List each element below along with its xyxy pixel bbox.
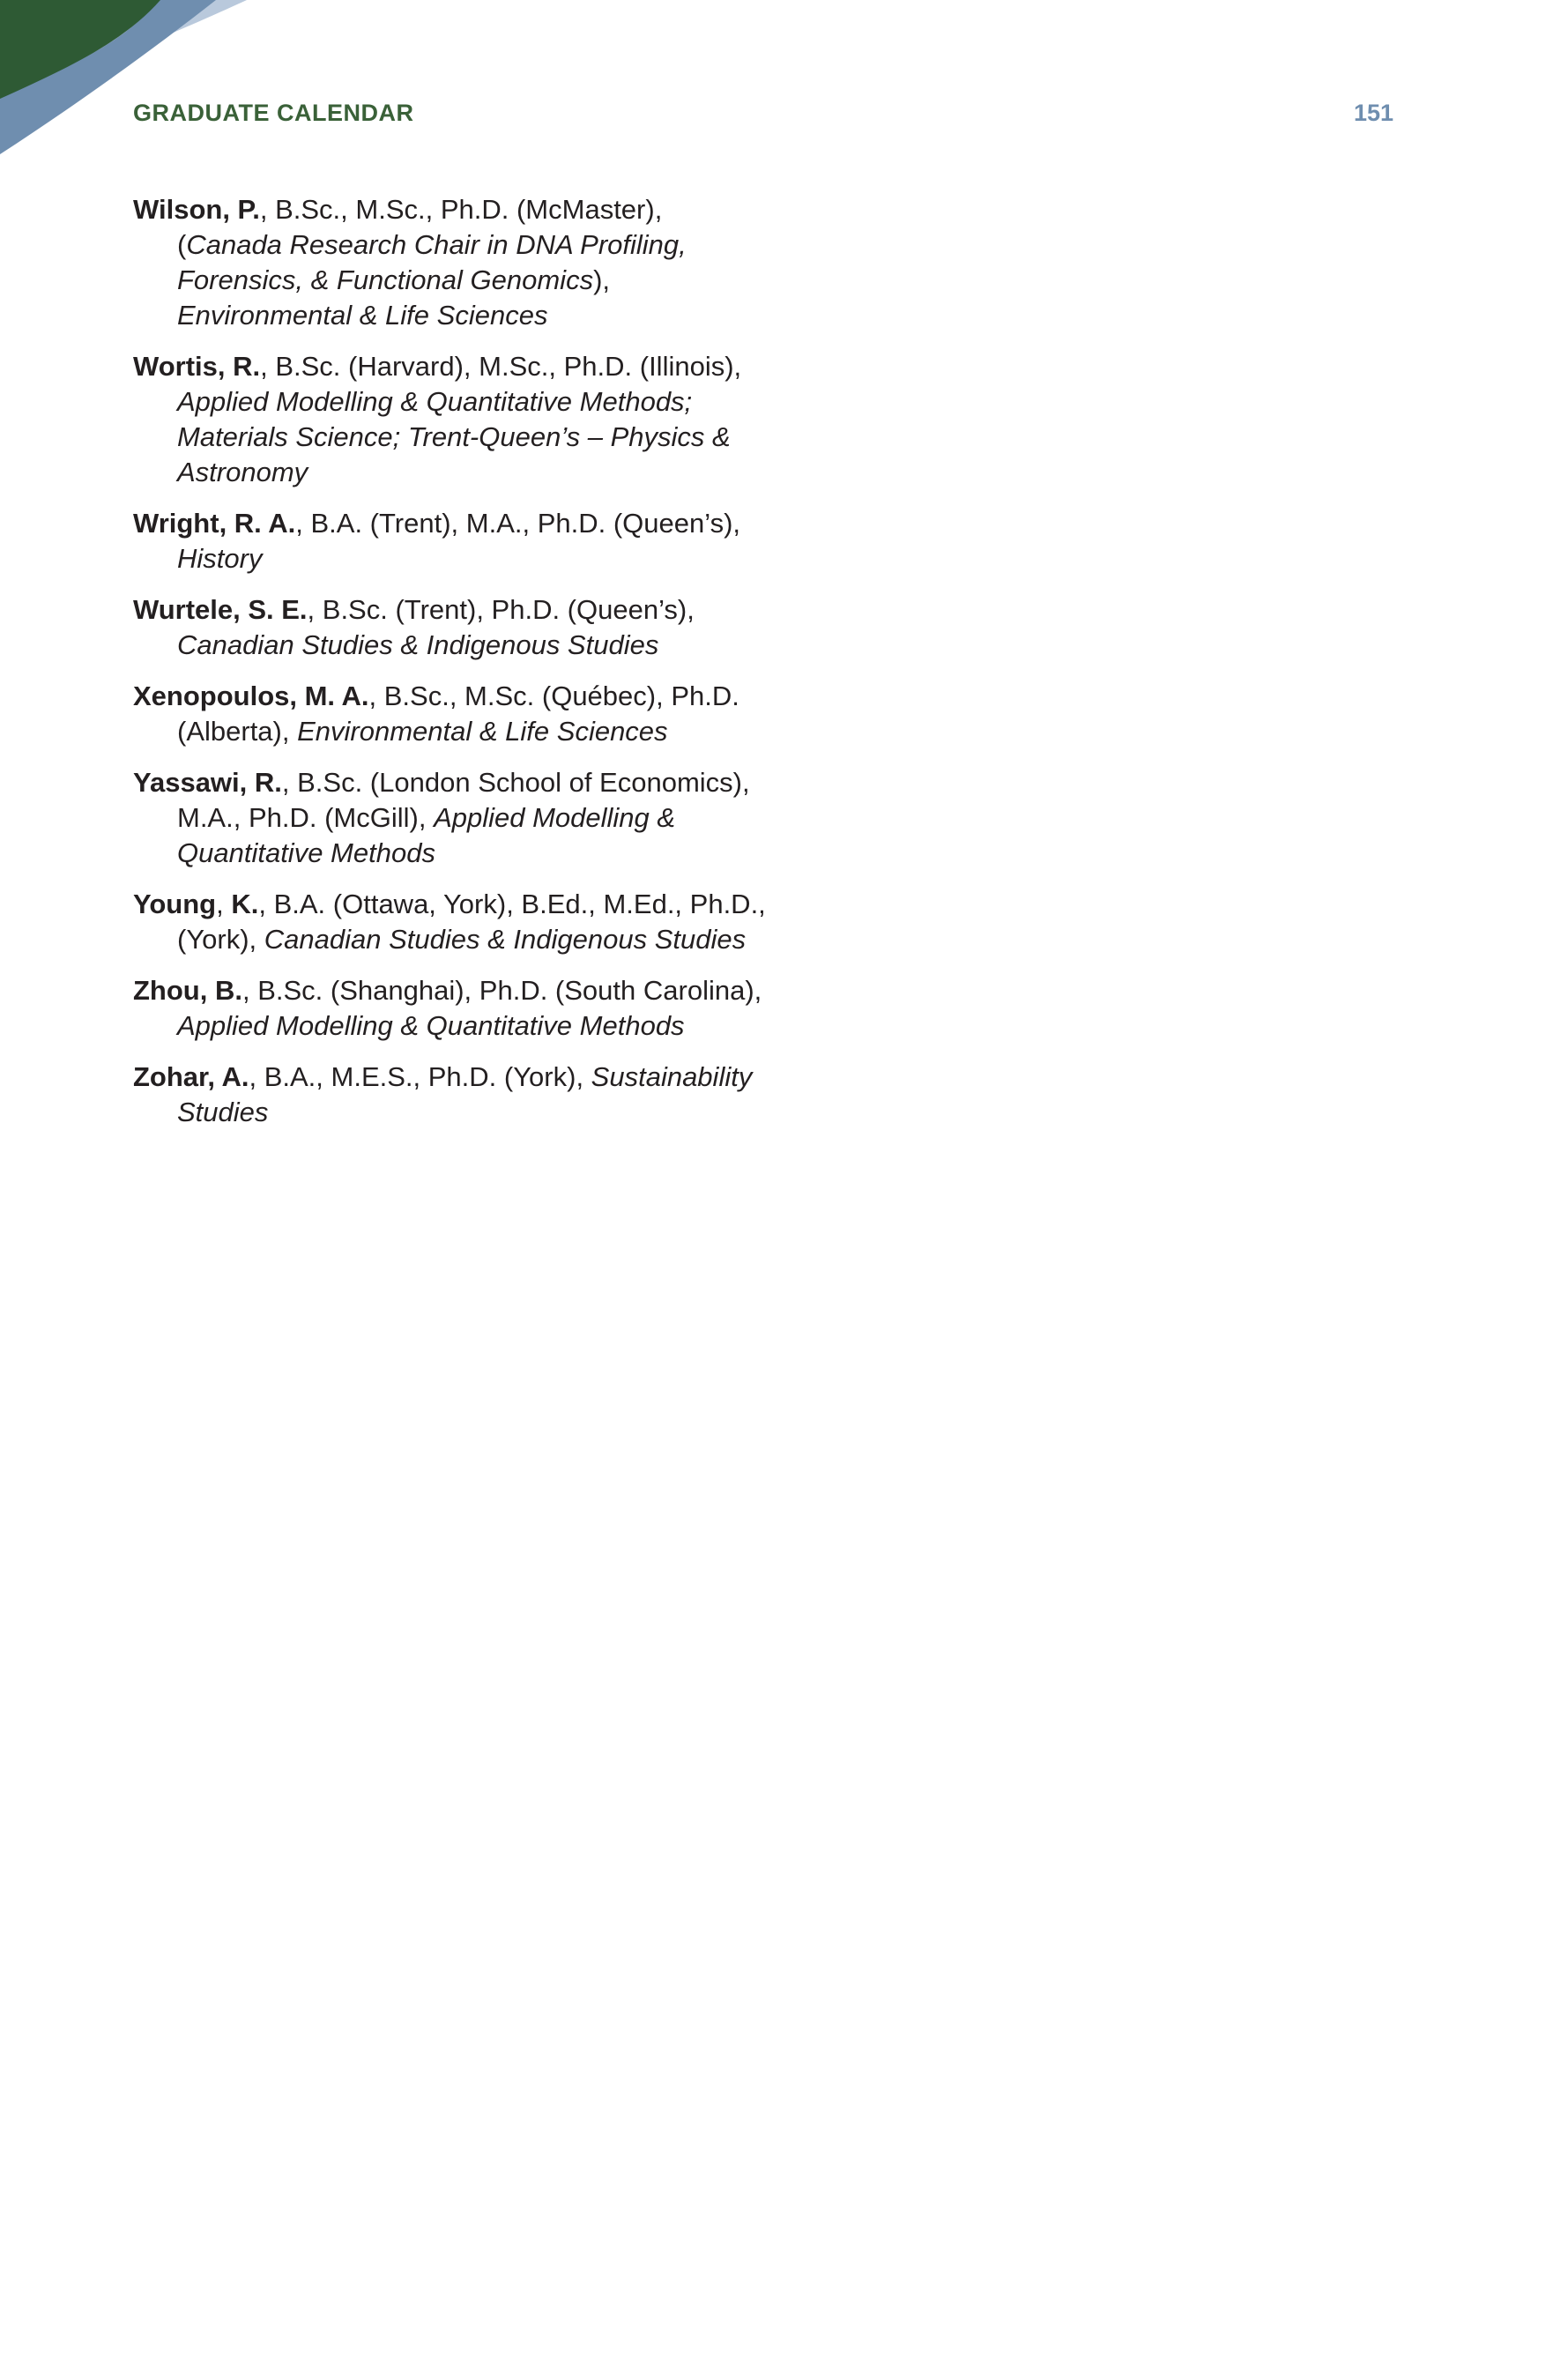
faculty-name-separator: , <box>216 889 232 919</box>
faculty-name: Wright, R. A. <box>133 508 296 539</box>
faculty-entry-xenopoulos <box>133 679 768 749</box>
faculty-department: Canadian Studies & Indigenous Studies <box>264 924 747 955</box>
faculty-name-initial: K. <box>231 889 259 919</box>
faculty-name: Yassawi, R. <box>133 767 282 798</box>
faculty-department: Canada Research Chair in DNA Profiling, Forensics, & Functional Genomics <box>177 229 687 295</box>
faculty-list <box>133 192 768 1146</box>
faculty-department: Applied Modelling & Quantitative Methods <box>177 1010 685 1041</box>
faculty-entry-yassawi <box>133 765 768 871</box>
faculty-department: Environmental & Life Sciences <box>297 716 668 747</box>
faculty-department: Applied Modelling & Quantitative Methods; Materials Science; Trent-Queen’s – Physics & Astronomy <box>177 386 731 487</box>
faculty-name: Wurtele, S. E. <box>133 594 308 625</box>
faculty-entry-wortis <box>133 349 768 490</box>
page-number: 151 <box>1354 100 1394 126</box>
corner-swoosh-graphic <box>0 0 247 167</box>
faculty-department: Sustainability Studies <box>177 1061 753 1127</box>
faculty-credentials: , B.Sc. (Trent), Ph.D. (Queen’s), <box>307 594 695 625</box>
running-head-title: GRADUATE CALENDAR <box>133 100 414 126</box>
faculty-name: Zhou, B. <box>133 975 242 1006</box>
faculty-entry-young <box>133 887 768 957</box>
faculty-credentials: , B.Sc. (Harvard), M.Sc., Ph.D. (Illinois), <box>260 351 742 382</box>
faculty-credentials: , B.A. (Trent), M.A., Ph.D. (Queen’s), <box>295 508 741 539</box>
faculty-name: Wortis, R. <box>133 351 261 382</box>
faculty-credentials: , B.Sc., M.Sc. (Québec), Ph.D. (Alberta), <box>177 681 739 747</box>
faculty-credentials: , B.Sc. (Shanghai), Ph.D. (South Carolina), <box>241 975 762 1006</box>
faculty-name: Young <box>133 889 217 919</box>
faculty-name: Zohar, A. <box>133 1061 249 1092</box>
faculty-entry-wilson <box>133 192 768 333</box>
faculty-credentials: , B.Sc., M.Sc., Ph.D. (McMaster), ( <box>177 194 663 260</box>
faculty-entry-zohar <box>133 1060 768 1130</box>
faculty-name: Xenopoulos, M. A. <box>133 681 369 711</box>
faculty-department: Applied Modelling & Quantitative Methods <box>177 802 676 868</box>
faculty-entry-wurtele <box>133 592 768 663</box>
faculty-credentials: , B.A. (Ottawa, York), B.Ed., M.Ed., Ph.D., (York), <box>177 889 766 955</box>
faculty-department: Canadian Studies & Indigenous Studies <box>177 629 659 660</box>
faculty-department: History <box>177 543 263 574</box>
faculty-name: Wilson, P. <box>133 194 260 225</box>
faculty-credentials: , B.Sc. (London School of Economics), M.A., Ph.D. (McGill), <box>177 767 750 833</box>
faculty-entry-zhou <box>133 973 768 1044</box>
faculty-entry-wright <box>133 506 768 576</box>
faculty-credentials-2: ), <box>593 264 611 295</box>
faculty-credentials: , B.A., M.E.S., Ph.D. (York), <box>249 1061 591 1092</box>
faculty-department-2: Environmental & Life Sciences <box>177 300 548 331</box>
